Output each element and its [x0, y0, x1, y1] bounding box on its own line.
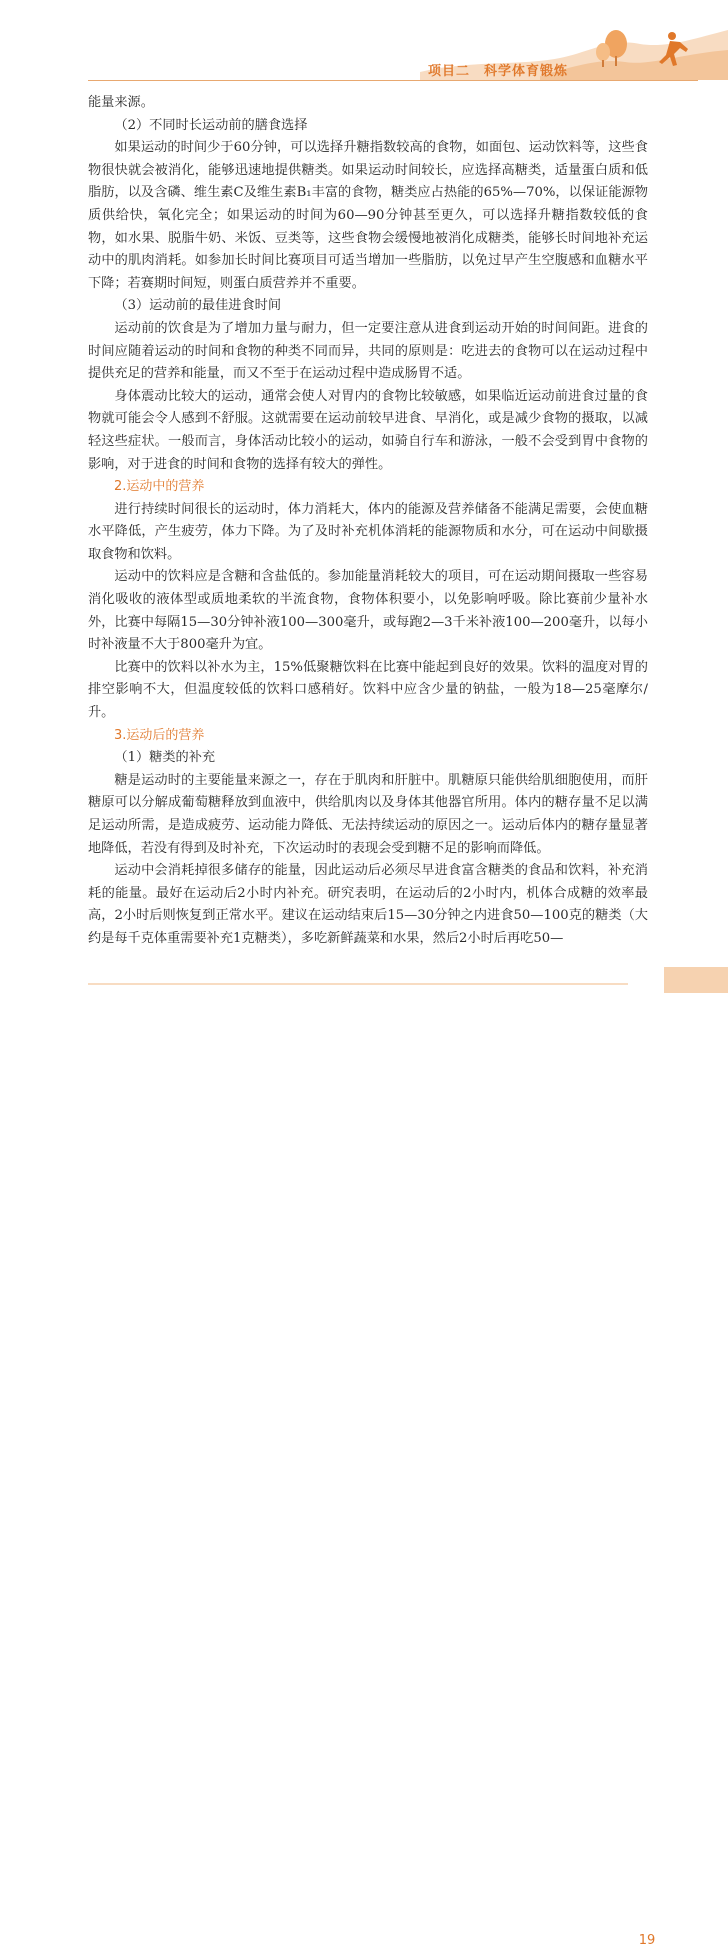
section-heading: 3.运动后的营养 [114, 727, 205, 743]
paragraph: 能量来源。 [88, 95, 154, 110]
tree-icon [596, 43, 610, 61]
paragraph: 如果运动的时间少于60分钟，可以选择升糖指数较高的食物，如面包、运动饮料等，这些食物很快就会被消化，能够迅速地提供糖类。如果运动时间较长，应选择高糖类，适量蛋白质和低脂肪，以及含磷、维生素C及维生素B₁丰富的食物，糖类应占热能的65%—70%，以保证能源物质供给快，氧化完全；如果运动的时间为60—90分钟甚至更久，可以选择升糖指数较低的食物，如水果、脱脂牛奶、米饭、豆类等，这些食物会缓慢地被消化成糖类，能够长时间地补充运动中的肌肉消耗。如参加长时间比赛项目可适当增加一些脂肪，以免过早产生空腹感和血糖水平下降；若赛期时间短，则蛋白质营养并不重要。 [88, 140, 648, 291]
paragraph: 身体震动比较大的运动，通常会使人对胃内的食物比较敏感，如果临近运动前进食过量的食物就可能会令人感到不舒服。这就需要在运动前较早进食、早消化，或是减少食物的摄取，以减轻这些症状。一般而言，身体活动比较小的运动，如骑自行车和游泳，一般不会受到胃中食物的影响，对于进食的时间和食物的选择有较大的弹性。 [88, 388, 648, 472]
page-number: 19 [638, 1933, 656, 1948]
page-footer [0, 965, 728, 1948]
paragraph: 运动前的饮食是为了增加力量与耐力，但一定要注意从进食到运动开始的时间间距。进食的时间应随着运动的时间和食物的种类不同而异，共同的原则是：吃进去的食物可以在运动过程中提供充足的营养和能量，而又不至于在运动过程中造成肠胃不适。 [88, 320, 648, 382]
paragraph: 运动中的饮料应是含糖和含盐低的。参加能量消耗较大的项目，可在运动期间摄取一些容易消化吸收的液体型或质地柔软的半流食物，食物体积要小，以免影响呼吸。除比赛前少量补水外，比赛中每隔15—30分钟补液100—300毫升，或每跑2—3千米补液100—200毫升，以每小时补液量不大于800毫升为宜。 [88, 569, 648, 653]
header-decoration [0, 0, 728, 80]
article-body [88, 92, 648, 951]
header-title: 项目二 科学体育锻炼 [427, 64, 568, 79]
paragraph: 运动中会消耗掉很多储存的能量，因此运动后必须尽早进食富含糖类的食品和饮料，补充消耗的能量。最好在运动后2小时内补充。研究表明，在运动后的2小时内，机体合成糖的效率最高，2小时后则恢复到正常水平。建议在运动结束后15—30分钟之内进食50—100克的糖类（大约是每千克体重需要补充1克糖类），多吃新鲜蔬菜和水果，然后2小时后再吃50— [88, 863, 648, 946]
footer-banner [664, 967, 728, 993]
page-header [0, 0, 728, 80]
paragraph: 糖是运动时的主要能量来源之一，存在于肌肉和肝脏中。肌糖原只能供给肌细胞使用，而肝糖原可以分解成葡萄糖释放到血液中，供给肌肉以及身体其他器官所用。体内的糖存量不足以满足运动所需，是造成疲劳、运动能力降低、无法持续运动的原因之一。运动后体内的糖存量显著地降低，若没有得到及时补充，下次运动时的表现会受到糖不足的影响而降低。 [88, 772, 648, 856]
paragraph: （1）糖类的补充 [114, 750, 216, 766]
paragraph: （3）运动前的最佳进食时间 [114, 298, 282, 314]
paragraph: 进行持续时间很长的运动时，体力消耗大，体内的能源及营养储备不能满足需要，会使血糖水平降低，产生疲劳，体力下降。为了及时补充机体消耗的能源物质和水分，可在运动中间歇摄取食物和饮料。 [88, 501, 648, 562]
header-divider [88, 80, 698, 81]
section-heading: 2.运动中的营养 [114, 479, 205, 495]
paragraph: 比赛中的饮料以补水为主，15%低聚糖饮料在比赛中能起到良好的效果。饮料的温度对胃的排空影响不大，但温度较低的饮料口感稍好。饮料中应含少量的钠盐，一般为18—25毫摩尔/升。 [88, 659, 648, 721]
paragraph: （2）不同时长运动前的膳食选择 [114, 117, 308, 133]
